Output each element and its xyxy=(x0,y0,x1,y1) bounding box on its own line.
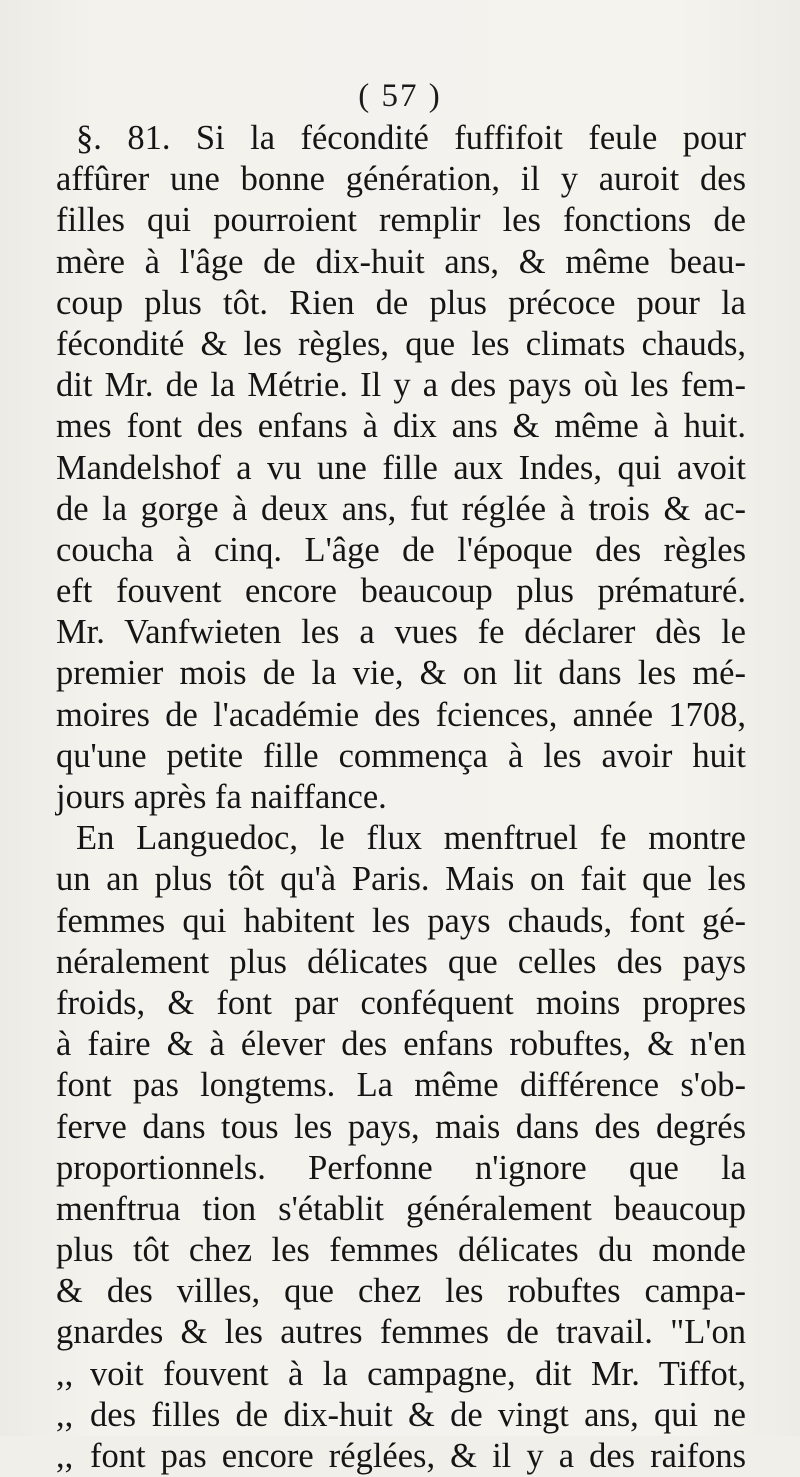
text-line: font pas longtems. La même différence s'ob- xyxy=(56,1066,746,1105)
text-line-content: des filles de dix-huit & de vingt ans, qui ne xyxy=(90,1395,746,1434)
text-line: plus tôt chez les femmes délicates du monde xyxy=(56,1231,746,1270)
text-line: à faire & à élever des enfans robuftes, & n'en xyxy=(56,1025,746,1064)
text-line: & des villes, que chez les robuftes campa- xyxy=(56,1272,746,1311)
text-line: premier mois de la vie, & on lit dans les mé- xyxy=(56,654,746,693)
text-line: dit Mr. de la Métrie. Il y a des pays où les fem- xyxy=(56,366,746,405)
text-line: proportionnels. Perfonne n'ignore que la xyxy=(56,1148,746,1187)
text-line: filles qui pourroient remplir les fonctions de xyxy=(56,201,746,240)
text-line: En Languedoc, le flux menftruel fe montre xyxy=(76,819,746,858)
body-text xyxy=(56,118,746,1477)
text-line: néralement plus délicates que celles des pays xyxy=(56,942,746,981)
quote-mark: ,, xyxy=(56,1437,74,1475)
text-line: eft fouvent encore beaucoup plus prématuré. xyxy=(56,572,746,611)
text-line: femmes qui habitent les pays chauds, font gé- xyxy=(56,901,746,940)
text-line: mes font des enfans à dix ans & même à huit. xyxy=(56,407,746,446)
text-line: ferve dans tous les pays, mais dans des degrés xyxy=(56,1107,746,1146)
text-line: Mr. Vanfwieten les a vues fe déclarer dès le xyxy=(56,613,746,652)
text-line: §. 81. Si la fécondité fuffifoit feule pour xyxy=(76,119,746,157)
text-line xyxy=(56,1436,746,1477)
text-line: menftrua tion s'établit généralement beaucoup xyxy=(56,1189,746,1228)
text-line: qu'une petite fille commença à les avoir huit xyxy=(56,736,746,775)
text-line xyxy=(56,1395,746,1436)
text-line: un an plus tôt qu'à Paris. Mais on fait que les xyxy=(56,860,746,899)
text-line: froids, & font par conféquent moins propres xyxy=(56,983,746,1022)
text-line: coucha à cinq. L'âge de l'époque des règles xyxy=(56,530,746,569)
text-line-content: voit fouvent à la campagne, dit Mr. Tiffot, xyxy=(90,1354,746,1393)
text-line: fécondité & les règles, que les climats chauds, xyxy=(56,324,746,363)
quote-mark: ,, xyxy=(56,1395,74,1434)
text-line: gnardes & les autres femmes de travail. "L'on xyxy=(56,1313,746,1352)
page-number-header: ( 57 ) xyxy=(358,78,442,114)
text-line: de la gorge à deux ans, fut réglée à trois & ac- xyxy=(56,489,746,528)
text-line-content: font pas encore réglées, & il y a des raifons xyxy=(90,1437,746,1475)
quote-mark: ,, xyxy=(56,1354,74,1393)
text-line: Mandelshof a vu une fille aux Indes, qui avoit xyxy=(56,448,746,487)
text-line: moires de l'académie des fciences, année 1708, xyxy=(56,695,746,734)
text-line: affûrer une bonne génération, il y auroit des xyxy=(56,160,746,199)
text-line xyxy=(56,1354,746,1395)
text-line: mère à l'âge de dix-huit ans, & même beau- xyxy=(56,242,746,281)
text-line: jours après fa naiffance. xyxy=(56,778,387,816)
text-line: coup plus tôt. Rien de plus précoce pour la xyxy=(56,283,746,322)
